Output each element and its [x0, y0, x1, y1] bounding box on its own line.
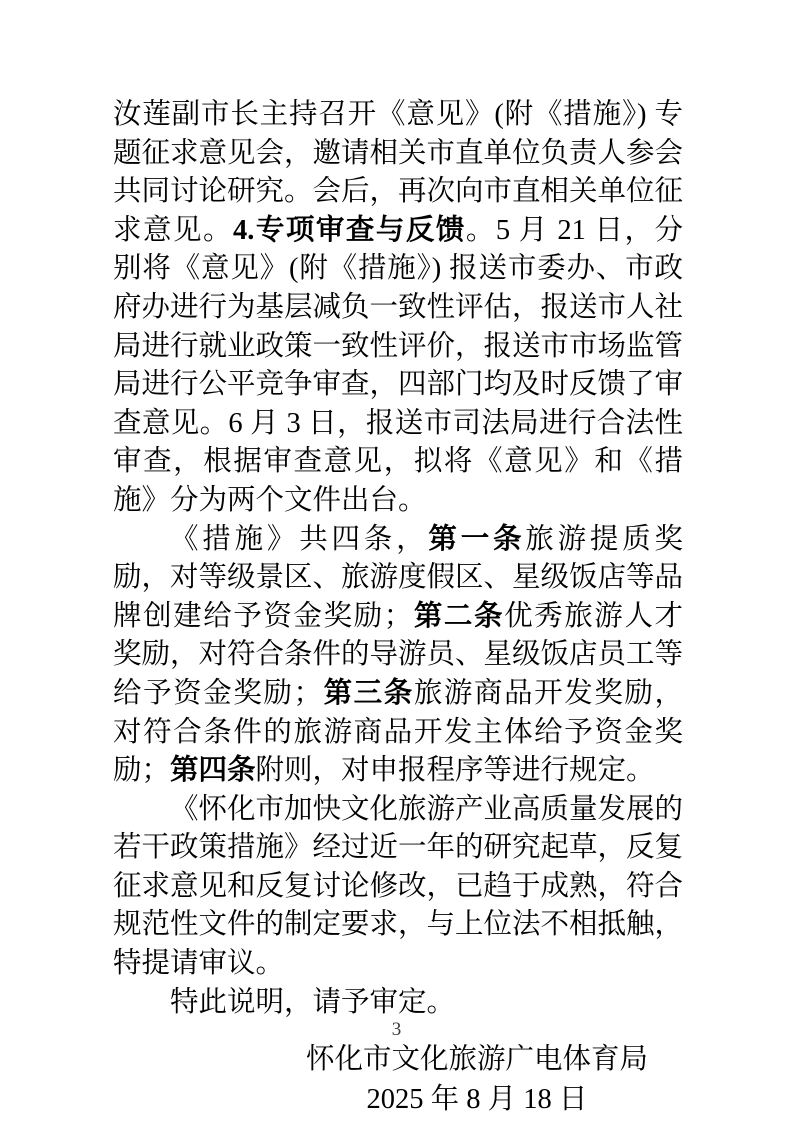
paragraph-conclusion [113, 791, 683, 984]
text-segment-bold: 第一条 [428, 523, 526, 555]
text-segment: 附则，对申报程序等进行规定。 [255, 755, 655, 787]
text-segment-bold: 第四条 [170, 755, 256, 787]
paragraph-measures-articles [113, 521, 683, 791]
text-segment-bold: 第三条 [322, 677, 414, 709]
text-segment: 汝莲副市长主持召开《意见》(附《措施》) 专题征求意见会，邀请相关市直单位负责人参会共同讨论研究。会后，再次向市直相关单位征求意见。 [113, 99, 684, 246]
text-segment: 《怀化市加快文化旅游产业高质量发展的若干政策措施》经过近一年的研究起草，反复征求意见和反复讨论修改，已趋于成熟，符合规范性文件的制定要求，与上位法不相抵触，特提请审议。 [113, 793, 684, 980]
text-segment: 特此说明，请予审定。 [170, 986, 456, 1018]
signature-date: 2025 年 8 月 18 日 [366, 1084, 588, 1116]
text-segment-bold: 第二条 [412, 600, 505, 632]
paragraph-closing [113, 984, 683, 1023]
text-segment-bold: 4.专项审查与反馈 [233, 214, 466, 246]
signature-org: 怀化市文化旅游广电体育局 [305, 1044, 648, 1076]
text-segment: 《措施》共四条， [170, 523, 429, 555]
text-segment: 旅游商品开发奖励，对符合条件的旅游商品开发主体给予资金奖励； [113, 677, 683, 787]
signature-block [306, 1040, 648, 1120]
paragraph-review-process [113, 96, 683, 521]
text-segment: 旅游提质奖励，对等级景区、旅游度假区、星级饭店等品牌创建给予资金奖励； [113, 523, 684, 632]
text-segment: 。5 月 21 日，分别将《意见》(附《措施》) 报送市委办、市政府办进行为基层减负一致性评估，报送市人社局进行就业政策一致性评价，报送市市场监管局进行公平竞争审查，四部门均及时反馈了审查意见。6 月 3 日，报送市司法局进行合法性审查，根据审查意见，拟将《意见》和《措施》分为两个文件出台。 [113, 214, 684, 516]
text-segment: 优秀旅游人才奖励，对符合条件的导游员、星级饭店员工等给予资金奖励； [113, 600, 684, 709]
page-number: 3 [391, 1019, 402, 1040]
